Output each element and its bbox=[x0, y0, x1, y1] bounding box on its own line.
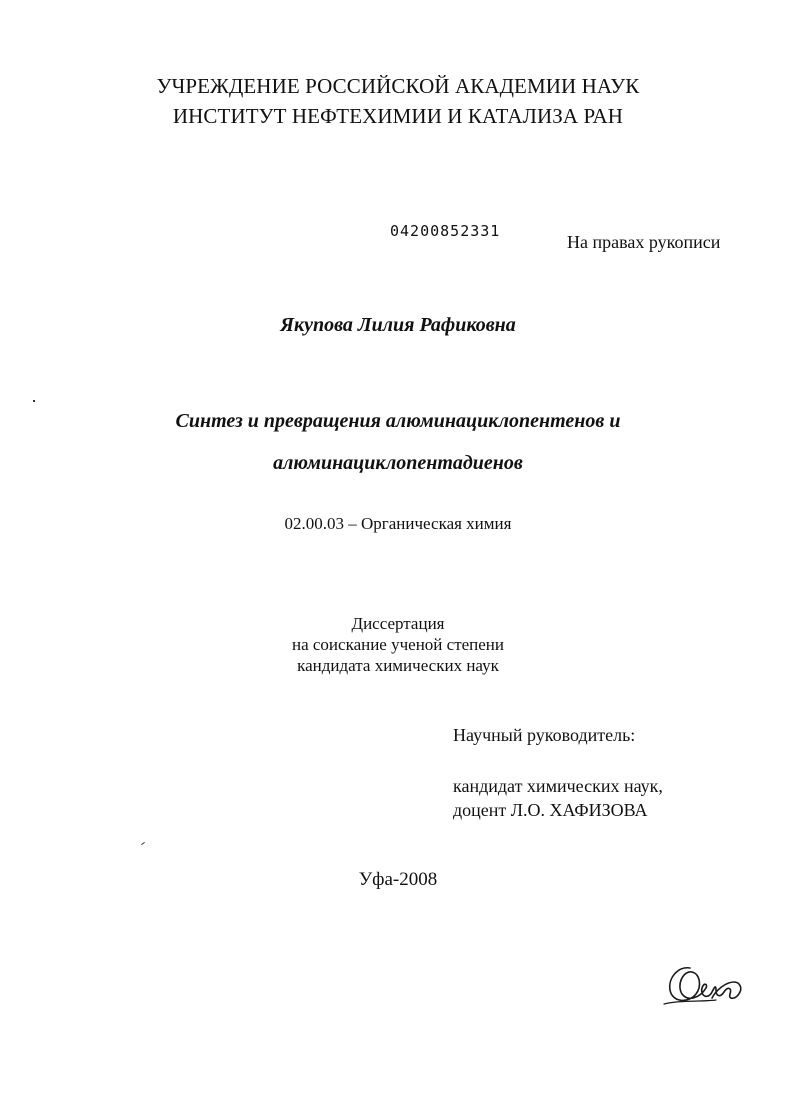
dissertation-line-1: Диссертация bbox=[351, 614, 445, 633]
specialty: 02.00.03 – Органическая химия bbox=[284, 514, 512, 533]
catalog-number: 04200852331 bbox=[390, 222, 501, 240]
institution-line-2: ИНСТИТУТ НЕФТЕХИМИИ И КАТАЛИЗА РАН bbox=[172, 104, 624, 128]
advisor-degree: кандидат химических наук, bbox=[453, 776, 663, 796]
scan-speck bbox=[33, 400, 35, 402]
dissertation-line-3: кандидата химических наук bbox=[297, 656, 499, 675]
scan-speck bbox=[141, 842, 145, 845]
thesis-title-line-1: Синтез и превращения алюминациклопентенов и bbox=[175, 410, 621, 432]
institution-line-1: УЧРЕЖДЕНИЕ РОССИЙСКОЙ АКАДЕМИИ НАУК bbox=[156, 74, 640, 98]
thesis-title-line-2: алюминациклопентадиенов bbox=[273, 452, 523, 474]
advisor-name: доцент Л.О. ХАФИЗОВА bbox=[453, 800, 648, 820]
dissertation-line-2: на соискание ученой степени bbox=[291, 635, 505, 654]
author-name: Якупова Лилия Рафиковна bbox=[280, 314, 516, 336]
signature-icon bbox=[660, 960, 750, 1010]
advisor-heading: Научный руководитель: bbox=[453, 725, 636, 745]
rights-note: На правах рукописи bbox=[567, 232, 721, 252]
place-year: Уфа-2008 bbox=[358, 869, 438, 890]
